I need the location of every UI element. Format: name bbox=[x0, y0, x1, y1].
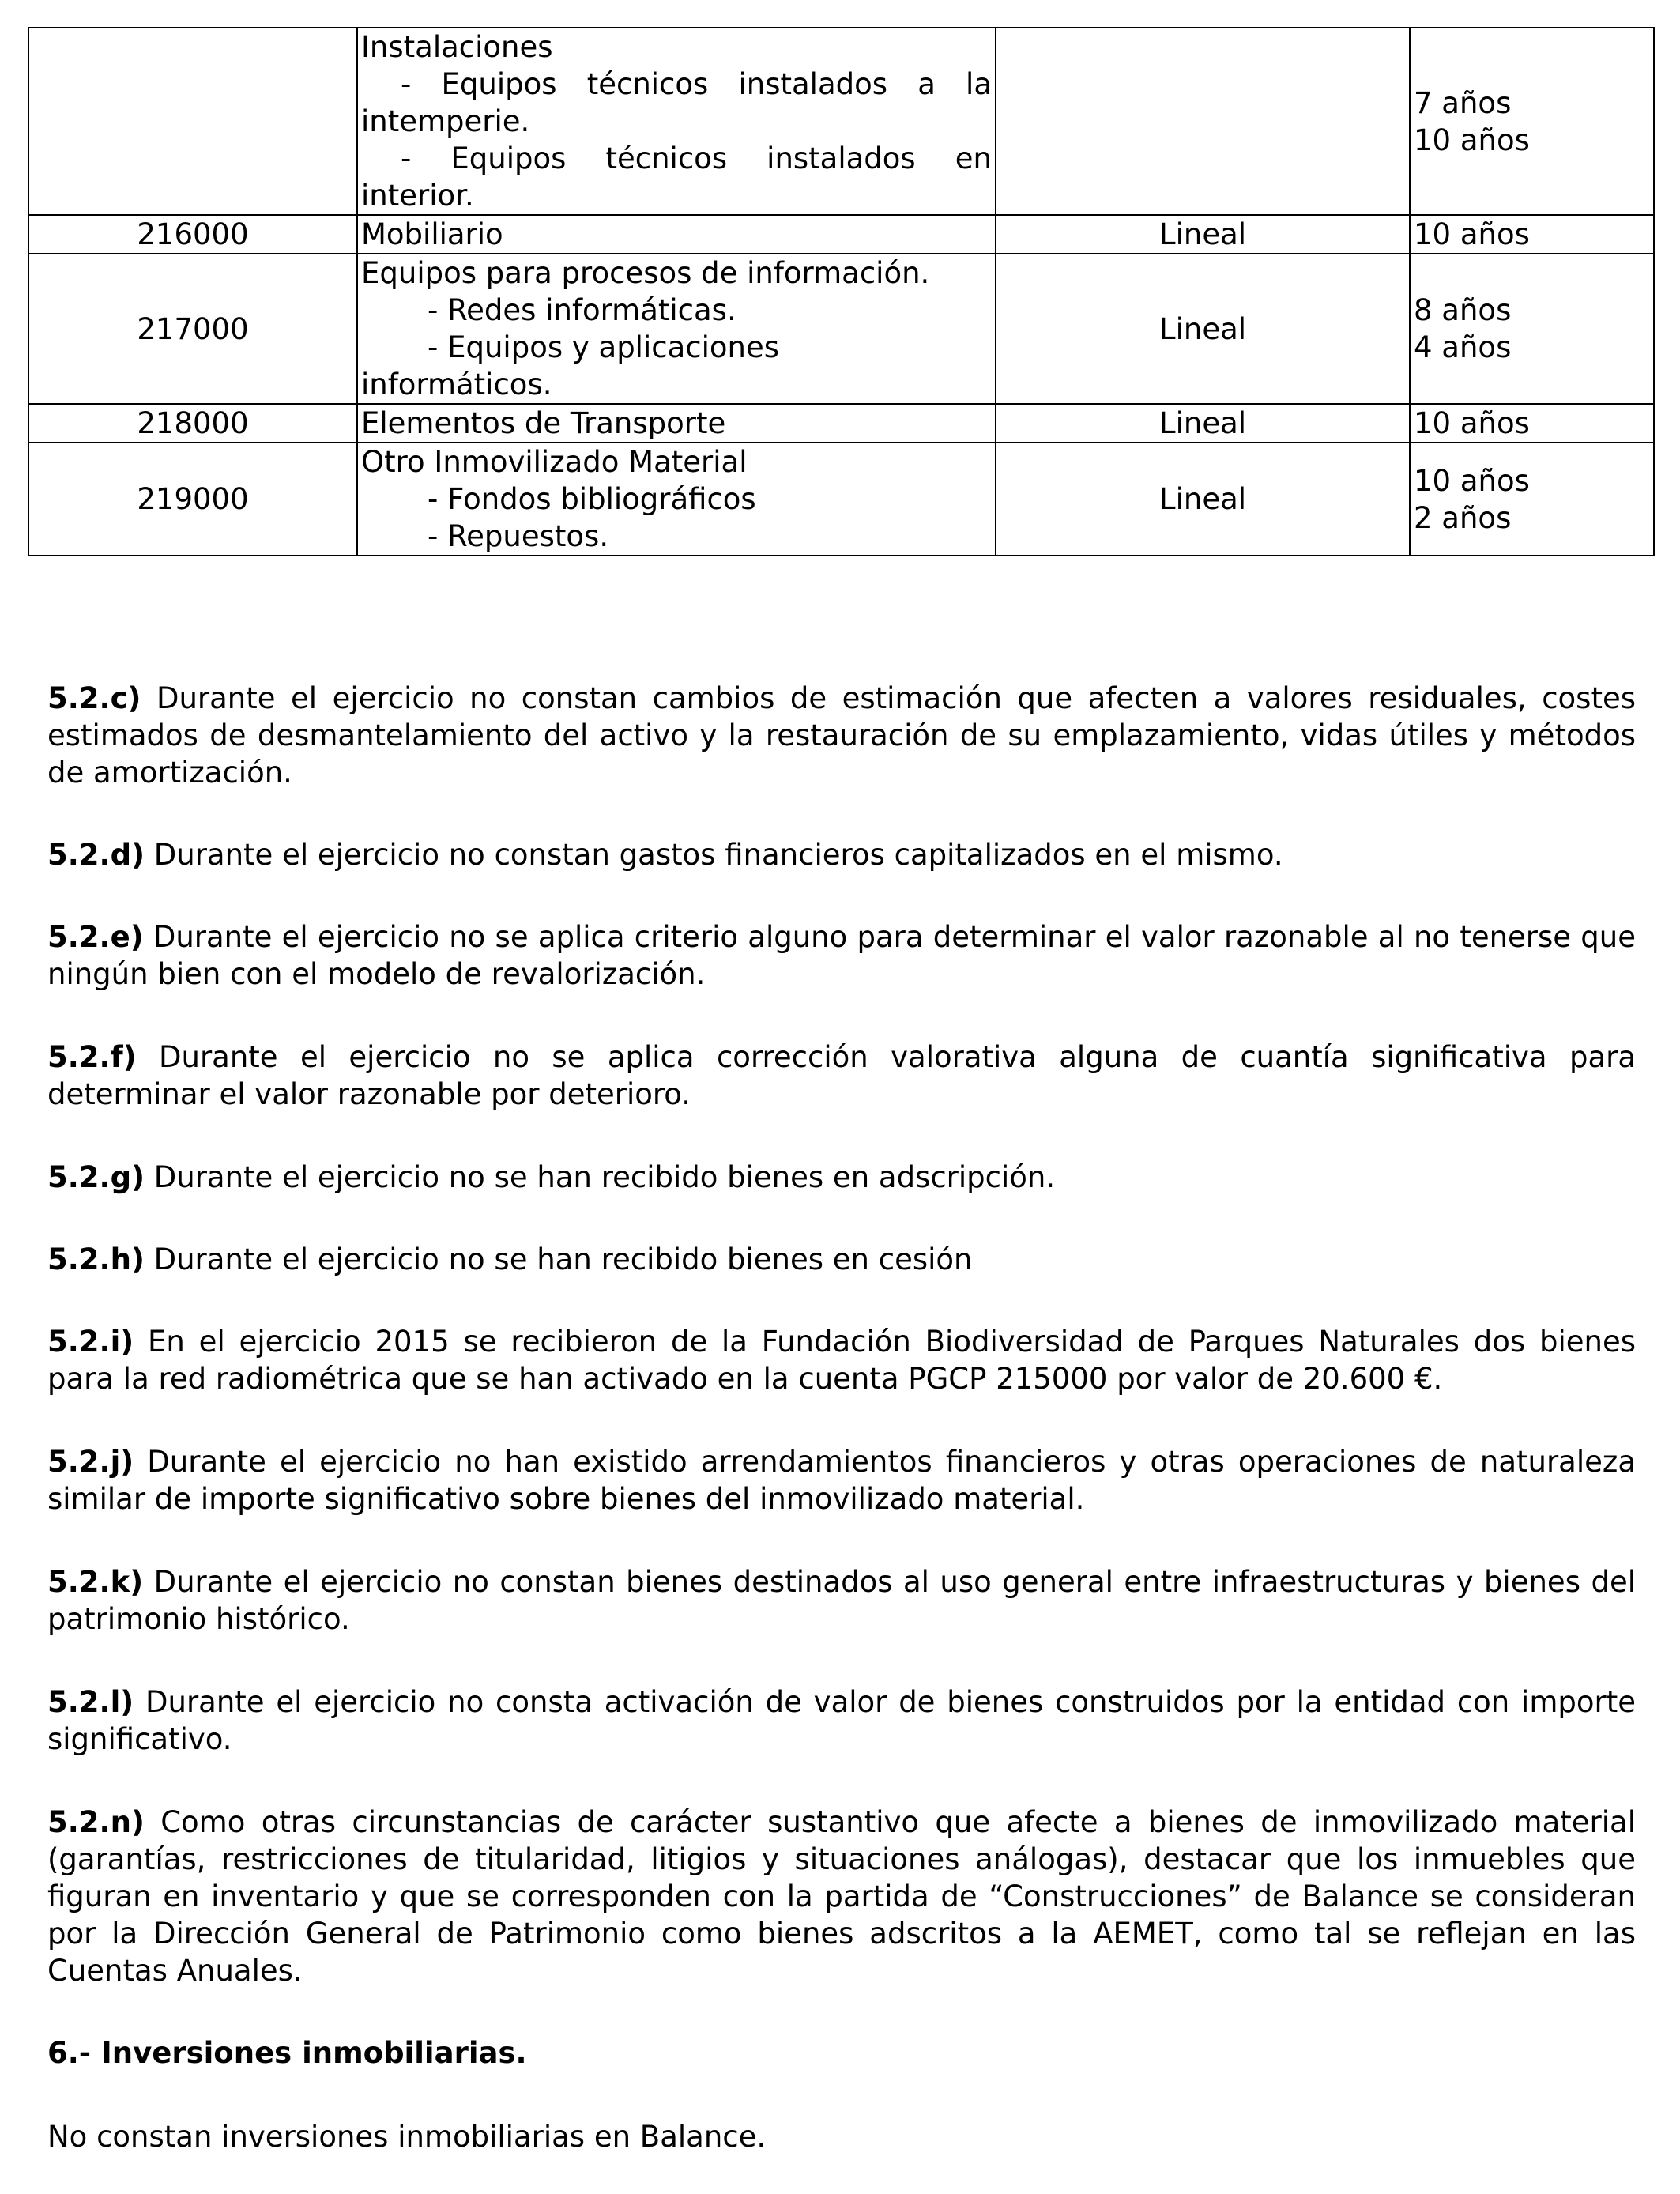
notes-body bbox=[47, 680, 1636, 2173]
section-body: No constan inversiones inmobiliarias en Balance. bbox=[47, 2120, 767, 2154]
account-code: 218000 bbox=[28, 404, 357, 443]
note-paragraph: 5.2.c) Durante el ejercicio no constan cambios de estimación que afecten a valores residuales, costes estimados de desmantelamiento del activo y la restauración de su emplazamiento, vidas útiles y métodos de amortización. bbox=[47, 681, 1636, 790]
note-paragraph: 5.2.f) Durante el ejercicio no se aplica corrección valorativa alguna de cuantía significativa para determinar el valor razonable por deterioro. bbox=[47, 1040, 1636, 1111]
account-code: 216000 bbox=[28, 215, 357, 254]
useful-life: 10 años bbox=[1410, 215, 1654, 254]
note-paragraph: 5.2.n) Como otras circunstancias de carácter sustantivo que afecte a bienes de inmovilizado material (garantías, restricciones de titularidad, litigios y situaciones análogas), destacar que los inmuebles que figuran en inventario y que se corresponden con la partida de “Construcciones” de Balance se consideran por la Dirección General de Patrimonio como bienes adscritos a la AEMET, como tal se reflejan en las Cuentas Anuales. bbox=[47, 1805, 1636, 1988]
useful-life: 10 años 2 años bbox=[1410, 443, 1654, 556]
asset-description: Mobiliario bbox=[357, 215, 996, 254]
asset-description: Equipos para procesos de información. - Redes informáticas. - Equipos y aplicaciones informáticos. bbox=[357, 254, 996, 404]
amortization-method: Lineal bbox=[996, 443, 1410, 556]
amortization-method bbox=[996, 28, 1410, 215]
table-row bbox=[28, 215, 1654, 254]
table-row bbox=[28, 28, 1654, 215]
account-code: 219000 bbox=[28, 443, 357, 556]
asset-description: Otro Inmovilizado Material - Fondos bibliográficos - Repuestos. bbox=[357, 443, 996, 556]
asset-description: Instalaciones - Equipos técnicos instalados a la intemperie. - Equipos técnicos instalados en interior. bbox=[357, 28, 996, 215]
section-heading: 6.- Inversiones inmobiliarias. bbox=[47, 2036, 527, 2070]
amortization-table bbox=[28, 27, 1655, 556]
account-code: 217000 bbox=[28, 254, 357, 404]
table-row bbox=[28, 404, 1654, 443]
amortization-method: Lineal bbox=[996, 215, 1410, 254]
note-paragraph: 5.2.d) Durante el ejercicio no constan gastos financieros capitalizados en el mismo. bbox=[47, 838, 1283, 872]
table-row bbox=[28, 443, 1654, 556]
table-row bbox=[28, 254, 1654, 404]
note-paragraph: 5.2.h) Durante el ejercicio no se han recibido bienes en cesión bbox=[47, 1242, 973, 1276]
asset-description: Elementos de Transporte bbox=[357, 404, 996, 443]
note-paragraph: 5.2.l) Durante el ejercicio no consta activación de valor de bienes construidos por la entidad con importe significativo. bbox=[47, 1685, 1636, 1756]
amortization-method: Lineal bbox=[996, 404, 1410, 443]
note-paragraph: 5.2.k) Durante el ejercicio no constan bienes destinados al uso general entre infraestructuras y bienes del patrimonio histórico. bbox=[47, 1565, 1636, 1636]
note-paragraph: 5.2.i) En el ejercicio 2015 se recibieron de la Fundación Biodiversidad de Parques Naturales dos bienes para la red radiométrica que se han activado en la cuenta PGCP 215000 por valor de 20.600 €. bbox=[47, 1325, 1636, 1396]
useful-life: 7 años 10 años bbox=[1410, 28, 1654, 215]
note-paragraph: 5.2.e) Durante el ejercicio no se aplica criterio alguno para determinar el valor razonable al no tenerse que ningún bien con el modelo de revalorización. bbox=[47, 920, 1636, 991]
amortization-method: Lineal bbox=[996, 254, 1410, 404]
note-paragraph: 5.2.g) Durante el ejercicio no se han recibido bienes en adscripción. bbox=[47, 1160, 1056, 1194]
account-code bbox=[28, 28, 357, 215]
useful-life: 10 años bbox=[1410, 404, 1654, 443]
useful-life: 8 años 4 años bbox=[1410, 254, 1654, 404]
note-paragraph: 5.2.j) Durante el ejercicio no han existido arrendamientos financieros y otras operaciones de naturaleza similar de importe significativo sobre bienes del inmovilizado material. bbox=[47, 1445, 1636, 1516]
